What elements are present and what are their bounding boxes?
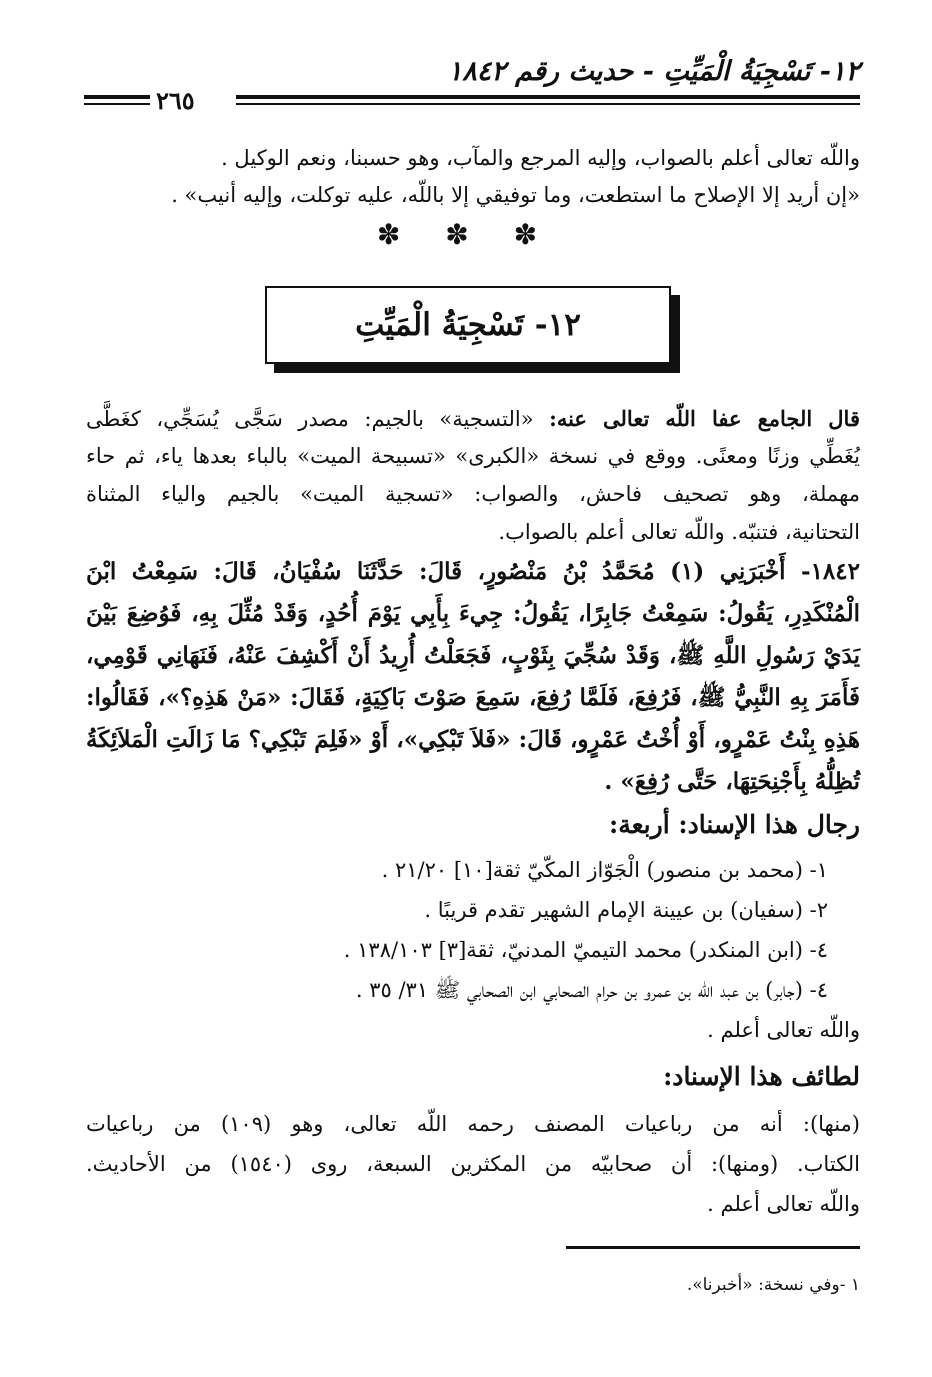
hadith-line: الْمُنْكَدِرِ، يَقُولُ: سَمِعْتُ جَابِرًا، يَقُولُ: جِيءَ بِأَبِي يَوْمَ أُحُدٍ، وَقَدْ مُثِّلَ بِهِ، فَوُضِعَ بَيْنَ bbox=[86, 600, 860, 627]
footnote-rule bbox=[566, 1246, 860, 1249]
narrators-heading: رجال هذا الإسناد: أربعة: bbox=[608, 810, 860, 839]
subtleties-line: الكتاب. (ومنها): أن صحابيّه من المكثرين السبعة، روى (١٥٤٠) من الأحاديث. bbox=[86, 1152, 860, 1176]
header-rule bbox=[84, 95, 150, 99]
narrator-item: ٢- (سفيان) بن عيينة الإمام الشهير تقدم قريبًا . bbox=[424, 898, 828, 922]
narrator-item: ١- (محمد بن منصور) الْجَوّاز المكّيّ ثقة[١٠] ٢١/٢٠ . bbox=[381, 858, 828, 882]
narrator-item: ٤- (جابر) بن عبد اللّه بن عمرو بن حرام الصحابي ابن الصحابي ﷺ ٣١/ ٣٥ . bbox=[355, 978, 828, 1002]
header-rule bbox=[236, 103, 860, 105]
compiler-note-line: يُغَطِّي وزنًا ومعنًى. ووقع في نسخة «الكبرى» «تسبيحة الميت» بالباء بعدها ياء، ثم حاء bbox=[86, 444, 860, 468]
subtleties-line: واللّه تعالى أعلم . bbox=[707, 1192, 860, 1216]
intro-line: «إن أريد إلا الإصلاح ما استطعت، وما توفيقي إلا باللّه، عليه توكلت، وإليه أنيب» . bbox=[171, 183, 860, 207]
hadith-line: تُظِلُّهُ بِأَجْنِحَتِهَا، حَتَّى رُفِعَ» . bbox=[604, 768, 860, 795]
subtleties-line: (منها): أنه من رباعيات المصنف رحمه اللّه تعالى، وهو (١٠٩) من رباعيات bbox=[86, 1112, 860, 1136]
footnote: ١ -وفي نسخة: «أخبرنا». bbox=[686, 1275, 860, 1295]
compiler-note-line: مهملة، وهو تصحيف فاحش، والصواب: «تسجية الميت» بالجيم والياء المثناة bbox=[86, 482, 860, 506]
compiler-note-line: التحتانية، فتنبّه. واللّه تعالى أعلم بالصواب. bbox=[498, 520, 860, 544]
chapter-title-box bbox=[265, 286, 671, 364]
compiler-note-lead: قال الجامع عفا اللّه تعالى عنه: bbox=[549, 406, 860, 431]
header-rule bbox=[84, 103, 150, 105]
narrators-closing: واللّه تعالى أعلم . bbox=[707, 1018, 860, 1042]
hadith-line: فَأَمَرَ بِهِ النَّبِيُّ ﷺ، فَرُفِعَ، فَلَمَّا رُفِعَ، سَمِعَ صَوْتَ بَاكِيَةٍ، فَقَالَ: «مَنْ هَذِهِ؟»، فَقَالُوا: bbox=[86, 684, 860, 711]
chapter-title: ١٢- تَسْجِيَةُ الْمَيِّتِ bbox=[355, 307, 581, 343]
narrator-item: ٤- (ابن المنكدر) محمد التيميّ المدنيّ، ثقة[٣] ١٣٨/١٠٣ . bbox=[343, 938, 828, 962]
compiler-note-text: «التسجية» بالجيم: مصدر سَجَّى يُسَجِّي، كغَطَّى bbox=[86, 407, 534, 431]
header-rule bbox=[236, 95, 860, 99]
intro-line: واللّه تعالى أعلم بالصواب، وإليه المرجع والمآب، وهو حسبنا، ونعم الوكيل . bbox=[221, 146, 860, 170]
hadith-line: يَدَيْ رَسُولِ اللَّهِ ﷺ، وَقَدْ سُجِّيَ بِثَوْبٍ، فَجَعَلْتُ أُرِيدُ أَنْ أَكْشِفَ عَنْهُ، فَنَهَانِي قَوْمِي، bbox=[86, 642, 860, 669]
running-title: ١٢- تَسْجِيَةُ الْمَيِّتِ - حديث رقم ١٨٤٢ bbox=[447, 56, 860, 87]
compiler-note-line bbox=[86, 406, 860, 432]
subtleties-heading: لطائف هذا الإسناد: bbox=[663, 1062, 860, 1091]
hadith-line: ١٨٤٢- أَخْبَرَنِي (١) مُحَمَّدُ بْنُ مَنْصُورٍ، قَالَ: حَدَّثَنَا سُفْيَانُ، قَالَ: سَمِعْتُ ابْنَ bbox=[86, 558, 860, 585]
page-number: ٢٦٥ bbox=[156, 86, 195, 115]
section-separator: ✽ ✽ ✽ bbox=[376, 218, 556, 251]
hadith-line: هَذِهِ بِنْتُ عَمْرٍو، أَوْ أُخْتُ عَمْرٍو، قَالَ: «فَلاَ تَبْكِي»، أَوْ «فَلِمَ تَبْكِي؟ مَا زَالَتِ الْمَلاَئِكَةُ bbox=[86, 726, 860, 753]
